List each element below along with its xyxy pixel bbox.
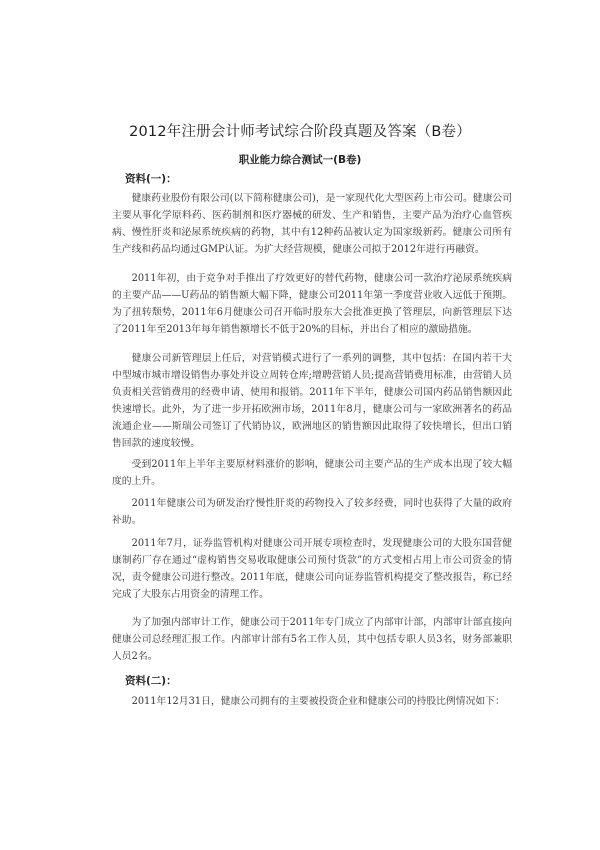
paragraph-company-intro: 健康药业股份有限公司(以下简称健康公司)，是一家现代化大型医药上市公司。健康公司主要从事化学原料药、医药制剂和医疗器械的研发、生产和销售，主要产品为治疗心血管疾病、慢性肝炎和泌尿系统疾病的药物，其中有12种药品被认定为国家级新药。健康公司所有生产线和药品均通过GMP认证。为扩大经营规模，健康公司拟于2012年进行再融资。 bbox=[112, 193, 512, 255]
paragraph-raw-material-cost: 受到2011年上半年主要原材料涨价的影响，健康公司主要产品的生产成本出现了较大幅度的上升。 bbox=[112, 459, 512, 487]
paragraph-investee-intro: 2011年12月31日，健康公司拥有的主要被投资企业和健康公司的持股比例情况如下： bbox=[131, 696, 505, 707]
document-subtitle: 职业能力综合测试一(B卷) bbox=[238, 154, 362, 166]
paragraph-marketing-adjustment: 健康公司新管理层上任后，对营销模式进行了一系列的调整，其中包括：在国内若干大中型城市城市增设销售办事处并设立周转仓库;增聘营销人员;提高营销费用标准，由营销人员负责相关营销费用的经费申请、使用和报销。2011年下半年，健康公司国内药品销售额因此快速增长。此外，为了进一步开拓欧洲市场，2011年8月，健康公司与一家欧洲著名的药品流通企业——斯瑞公司签订了代销协议，欧洲地区的销售额因此取得了较快增长，但出口销售回款的速度较慢。 bbox=[112, 353, 512, 449]
paragraph-rd-subsidy: 2011年健康公司为研发治疗慢性肝炎的药物投入了较多经费，同时也获得了大量的政府补助。 bbox=[112, 498, 512, 526]
paragraph-2011-sales-decline: 2011年初，由于竞争对手推出了疗效更好的替代药物，健康公司一款治疗泌尿系统疾病的主要产品——U药品的销售额大幅下降，健康公司2011年第一季度营业收入远低于预期。为了扭转颓势，2011年6月健康公司召开临时股东大会批准更换了管理层，向新管理层下达了2011年至2013年每年销售额增长不低于20%的目标，并出台了相应的激励措施。 bbox=[112, 273, 512, 335]
section-heading-2: 资料(二)： bbox=[125, 675, 177, 687]
document-title: 2012年注册会计师考试综合阶段真题及答案（B卷） bbox=[129, 124, 471, 140]
section-heading-1: 资料(一)： bbox=[125, 173, 177, 185]
paragraph-regulatory-inspection: 2011年7月，证券监管机构对健康公司开展专项检查时，发现健康公司的大股东国营健康制药厂存在通过“虚构销售交易收取健康公司预付货款”的方式变相占用上市公司资金的情况，责令健康公司进行整改。2011年底，健康公司向证券监管机构提交了整改报告，称已经完成了大股东占用资金的清理工作。 bbox=[112, 538, 512, 600]
paragraph-internal-audit: 为了加强内部审计工作，健康公司于2011年专门成立了内部审计部，内部审计部直接向健康公司总经理汇报工作。内部审计部有5名工作人员，其中包括专职人员3名，财务部兼职人员2名。 bbox=[112, 617, 512, 662]
